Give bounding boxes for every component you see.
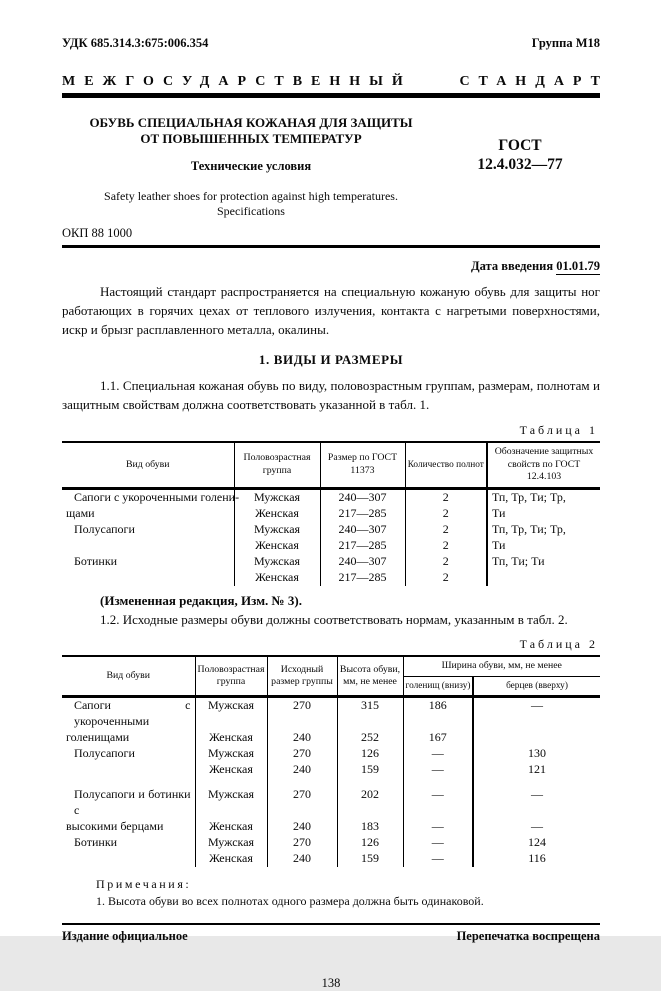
table-cell: Тп, Ти; Ти [487,554,600,570]
table-row [62,522,600,538]
table-cell [62,538,234,554]
table-cell: 217—285 [320,506,405,522]
column-header: Половозрастная группа [195,656,267,696]
clause-1-2: 1.2. Исходные размеры обуви должны соответствовать нормам, указанным в табл. 2. [100,611,568,627]
table-row [62,697,600,730]
column-header: Вид обуви [62,656,195,696]
standard-word-1: МЕЖГОСУДАРСТВЕННЫЙ [62,74,412,89]
table-cell: Женская [234,506,320,522]
table-1-caption: Таблица 1 [519,422,598,437]
column-header-group: Ширина обуви, мм, не менее [403,656,600,676]
column-header: Количество полнот [405,442,487,489]
table-cell: 126 [337,835,403,851]
title-en [62,189,440,219]
table-cell: 2 [405,522,487,538]
table-cell: — [403,762,473,778]
column-header: Обозначение защитных свойств по ГОСТ 12.4.103 [487,442,600,489]
table-cell: 240—307 [320,522,405,538]
table-cell: 240 [267,819,337,835]
table-cell: 202 [337,787,403,819]
gost-number: 12.4.032—77 [477,156,563,174]
title-ru-line1: ОБУВЬ СПЕЦИАЛЬНАЯ КОЖАНАЯ ДЛЯ ЗАЩИТЫ [89,115,413,130]
table-row [62,488,600,505]
table-cell: 2 [405,570,487,586]
table-2-caption: Таблица 2 [519,637,598,652]
page-number: 138 [321,976,341,991]
table-cell: Мужская [234,488,320,505]
subtitle-ru: Технические условия [190,159,312,174]
table-cell: 217—285 [320,538,405,554]
table-cell [473,730,600,746]
table-cell [267,778,337,787]
table-2 [62,655,600,866]
table-cell: 240—307 [320,488,405,505]
table-cell: — [403,787,473,819]
table-row [62,506,600,522]
table-cell: 240 [267,851,337,867]
table-cell: Мужская [195,787,267,819]
gost-label: ГОСТ [498,137,542,154]
column-subheader: голенищ (внизу) [403,677,473,697]
table-cell: Тп, Тр, Ти; Тр, [487,488,600,505]
table-cell: Тп, Тр, Ти; Тр, [487,522,600,538]
table-row [62,851,600,867]
table-cell: Сапоги с укороченными голени- [74,489,240,504]
column-header: Половозрастная группа [234,442,320,489]
table-cell: 2 [405,554,487,570]
table-cell: Женская [195,819,267,835]
table-cell: 2 [405,488,487,505]
table-row [62,538,600,554]
table-spacer-row [62,778,600,787]
footer-row [62,929,600,944]
table-row [62,835,600,851]
table-cell [403,778,473,787]
table-2-body [62,697,600,867]
table-cell: 270 [267,787,337,819]
table-cell: 240 [267,730,337,746]
table-cell: 124 [473,835,600,851]
table-cell: Женская [195,851,267,867]
top-codes-row [62,36,600,51]
table-cell: 315 [337,697,403,730]
table-cell: Сапоги с укороченными [74,698,191,729]
column-header: Высота обуви, мм, не менее [337,656,403,696]
table-row [62,819,600,835]
table-cell: Мужская [195,835,267,851]
table-cell: 217—285 [320,570,405,586]
footer-right: Перепечатка воспрещена [456,929,600,944]
table-cell: — [403,746,473,762]
okp-code: ОКП 88 1000 [62,226,133,241]
table-1-body [62,488,600,585]
table-cell: Женская [195,730,267,746]
table-cell: Ботинки [74,834,118,849]
table-1 [62,441,600,586]
column-subheader: берцев (вверху) [473,677,600,697]
table-cell: 116 [473,851,600,867]
table-cell: 270 [267,697,337,730]
table-row [62,746,600,762]
table-cell: — [403,851,473,867]
table-cell: 252 [337,730,403,746]
title-ru-line2: ОТ ПОВЫШЕННЫХ ТЕМПЕРАТУР [140,130,362,146]
table-cell: 183 [337,819,403,835]
table-cell: — [403,819,473,835]
table-2-header [62,656,600,696]
table-cell: голенищами [66,730,130,745]
section-1-heading: 1. ВИДЫ И РАЗМЕРЫ [258,352,404,368]
table-cell: 270 [267,835,337,851]
table-cell: — [473,819,600,835]
table-cell: 130 [473,746,600,762]
table-1-header [62,442,600,489]
table-cell: Мужская [195,746,267,762]
table-cell: 240—307 [320,554,405,570]
date-of-introduction [62,259,600,274]
date-label: Дата введения [471,259,554,274]
table-cell: 126 [337,746,403,762]
table-cell: Женская [195,762,267,778]
table-row [62,570,600,586]
title-en-line2: Specifications [217,204,285,219]
table-cell: Мужская [234,522,320,538]
title-en-line1: Safety leather shoes for protection against high temperatures. [104,189,398,204]
table-row [62,730,600,746]
udk-code: УДК 685.314.3:675:006.354 [62,36,209,50]
footer-divider [62,923,600,925]
table-cell: 270 [267,746,337,762]
table-cell: щами [66,505,95,520]
table-cell: — [473,787,600,819]
table-cell [473,778,600,787]
table-cell [337,778,403,787]
column-header: Вид обуви [62,442,234,489]
table-cell: 121 [473,762,600,778]
table-cell: 240 [267,762,337,778]
table-cell: Ти [487,506,600,522]
amended-note: (Измененная редакция, Изм. № 3). [100,592,302,608]
table-cell [195,778,267,787]
table-cell: Ти [487,538,600,554]
column-header: Размер по ГОСТ 11373 [320,442,405,489]
table-cell: 2 [405,506,487,522]
table-cell: 159 [337,762,403,778]
table-row [62,762,600,778]
footer-left: Издание официальное [62,929,188,944]
title-block [62,115,600,219]
table-cell: Женская [234,570,320,586]
table-cell: высокими берцами [66,818,164,833]
table-cell: 2 [405,538,487,554]
table-cell: — [473,697,600,730]
table-cell: — [403,835,473,851]
intro-paragraph: Настоящий стандарт распространяется на специальную кожаную обувь для защиты ног работающих в горячих цехах от теплового излучения, контакта с нагретыми поверхностями, искр и брызг расплавленного металла, окалины. [62,284,600,337]
note-1: 1. Высота обуви во всех полнотах одного размера должна быть одинаковой. [96,893,484,908]
standard-type-heading [62,74,609,90]
table-cell: Мужская [234,554,320,570]
table-cell: Полусапоги [74,746,135,761]
table-cell [62,762,195,778]
table-cell: 159 [337,851,403,867]
table-row [62,787,600,819]
standard-number-block [440,136,600,219]
table-cell [62,778,195,787]
table-cell [62,570,234,586]
notes-block [96,876,600,910]
header-divider [62,93,600,98]
table-cell [487,570,600,586]
column-header: Исходный размер группы [267,656,337,696]
table-cell: Мужская [195,697,267,730]
standard-word-2: СТАНДАРТ [459,74,609,89]
table-cell: 167 [403,730,473,746]
table-cell: Полусапоги и ботинки с [74,787,191,817]
table-row [62,554,600,570]
clause-1-1: 1.1. Специальная кожаная обувь по виду, половозрастным группам, размерам, полнотам и защитным свойствам должна соответствовать указанной в табл. 1. [62,378,600,413]
group-label: Группа М18 [531,36,600,50]
table-cell [62,851,195,867]
date-value: 01.01.79 [556,259,600,274]
table-cell: Полусапоги [74,521,135,536]
table-cell: Ботинки [74,553,118,568]
okp-divider [62,245,600,248]
title-ru [62,115,440,146]
notes-label: Примечания: [96,876,192,891]
table-cell: 186 [403,697,473,730]
table-cell: Женская [234,538,320,554]
